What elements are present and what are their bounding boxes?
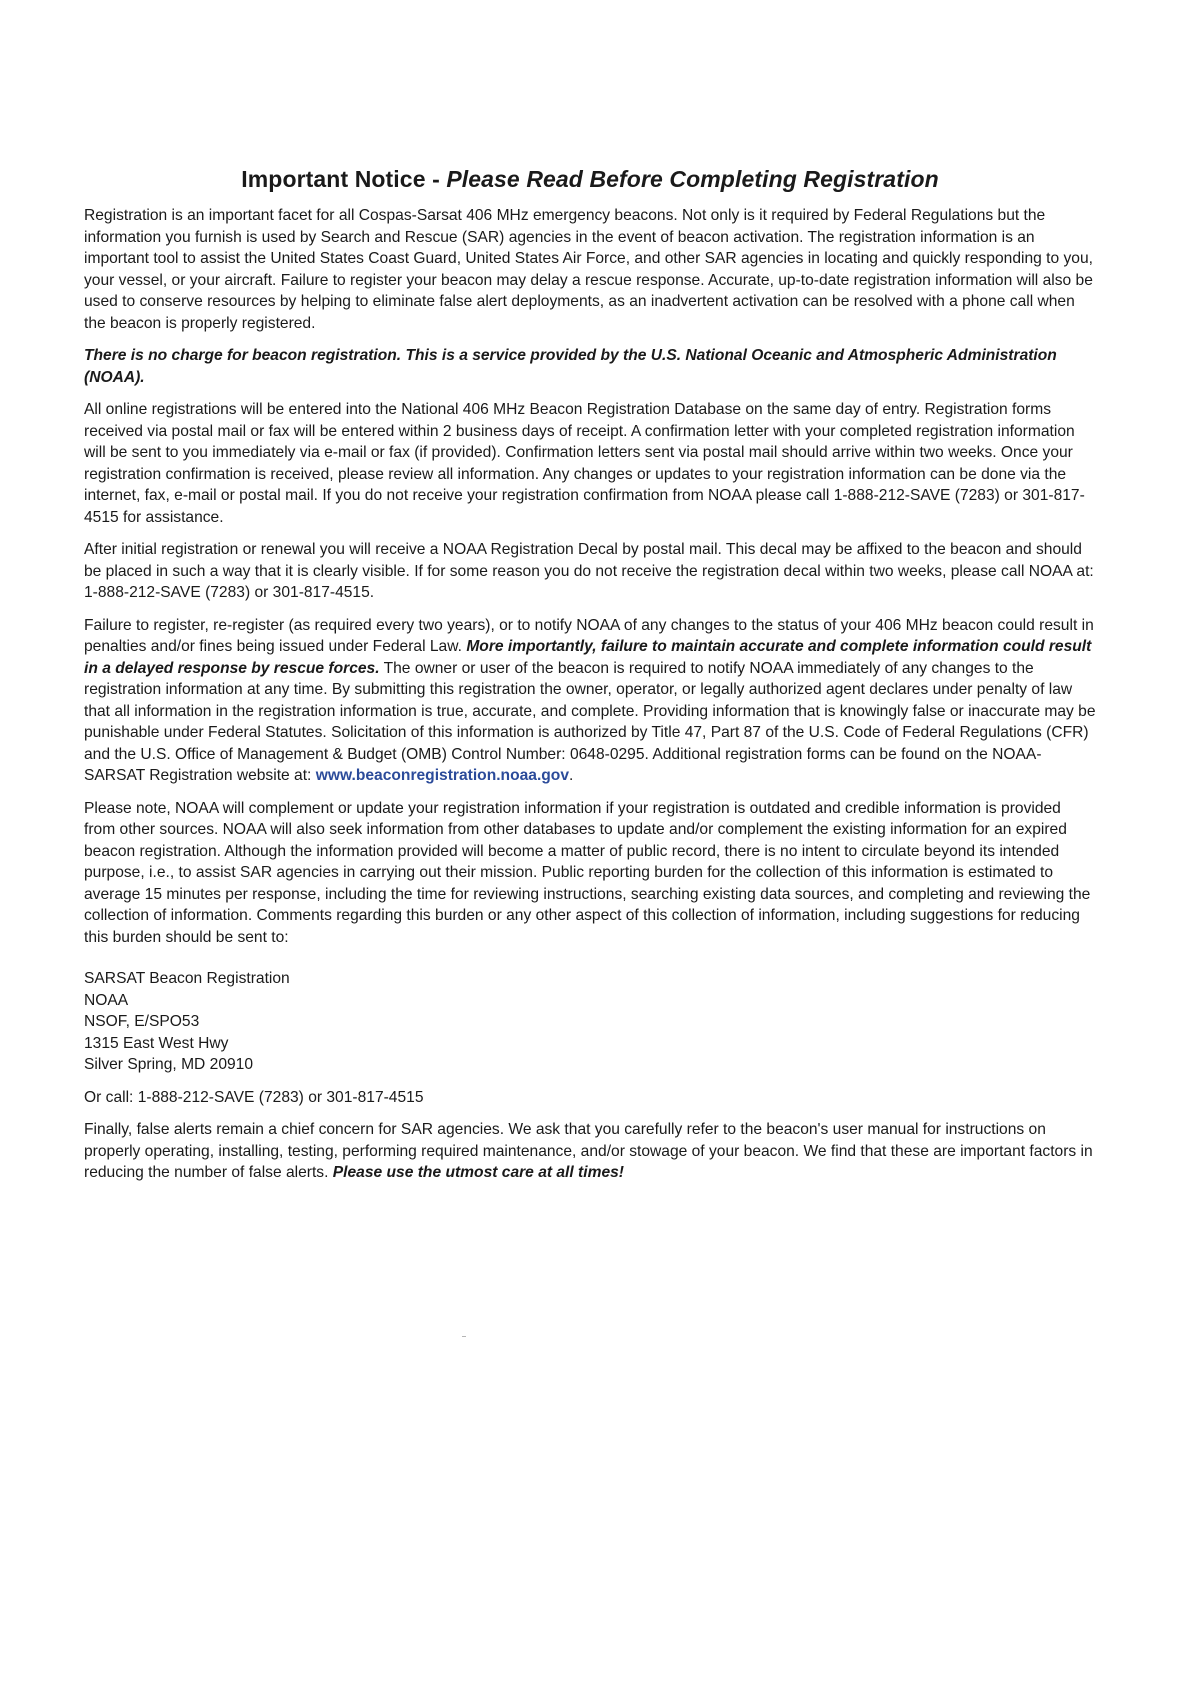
title-emphasis: Please Read Before Completing Registration	[446, 166, 939, 192]
penalties-text-2: The owner or user of the beacon is required to notify NOAA immediately of any changes to the registration information at any time. By submitting this registration the owner, operator, or legally authorized agent declares under penalty of law that all information in the registration information is true, accurate, and complete. Providing information that is knowingly false or inaccurate may be punishable under Federal Statutes. Solicitation of this information is authorized by Title 47, Part 87 of the U.S. Code of Federal Regulations (CFR) and the U.S. Office of Management & Budget (OMB) Control Number: 0648-0295. Additional registration forms can be found on the NOAA-SARSAT Registration website at:	[84, 659, 1096, 784]
public-record-paragraph: Please note, NOAA will complement or update your registration information if your registration is outdated and credible information is provided from other sources. NOAA will also seek information from other databases to update and/or complement the existing information for an expired beacon registration. Although the information provided will become a matter of public record, there is no intent to circulate beyond its intended purpose, i.e., to assist SAR agencies in carrying out their mission. Public reporting burden for the collection of this information is estimated to average 15 minutes per response, including the time for reviewing instructions, searching existing data sources, and completing and reviewing the collection of information. Comments regarding this burden or any other aspect of this collection of information, including suggestions for reducing this burden should be sent to:	[84, 799, 1091, 946]
notice-page	[84, 166, 1096, 1195]
utmost-care-warning: Please use the utmost care at all times!	[332, 1164, 624, 1181]
intro-paragraph: Registration is an important facet for all Cospas-Sarsat 406 MHz emergency beacons. Not only is it required by Federal Regulations but the information you furnish is used by Search and Rescue (SAR) agencies in the event of beacon activation. The registration information is an important tool to assist the United States Coast Guard, United States Air Force, and other SAR agencies in locating and quickly responding to you, your vessel, or your aircraft. Failure to register your beacon may delay a rescue response. Accurate, up-to-date registration information will also be used to conserve resources by helping to eliminate false alert deployments, as an inadvertent activation can be resolved with a phone call when the beacon is properly registered.	[84, 207, 1093, 332]
penalties-paragraph	[84, 615, 1096, 787]
online-registration-paragraph: All online registrations will be entered into the National 406 MHz Beacon Registration Database on the same day of entry. Registration forms received via postal mail or fax will be entered within 2 business days of receipt. A confirmation letter with your completed registration information will be sent to you immediately via e-mail or fax (if provided). Confirmation letters sent via postal mail should arrive within two weeks. Once your registration confirmation is received, please review all information. Any changes or updates to your registration information can be done via the internet, fax, e-mail or postal mail. If you do not receive your registration confirmation from NOAA please call 1-888-212-SAVE (7283) or 301-817-4515 for assistance.	[84, 401, 1085, 526]
scan-speck	[462, 1336, 466, 1337]
false-alerts-text: Finally, false alerts remain a chief concern for SAR agencies. We ask that you carefully refer to the beacon's user manual for instructions on properly operating, installing, testing, performing required maintenance, and/or stowage of your beacon. We find that these are important factors in reducing the number of false alerts.	[84, 1121, 1093, 1181]
address-line-2: NOAA	[84, 991, 129, 1009]
registration-website-link[interactable]: www.beaconregistration.noaa.gov	[315, 767, 570, 784]
penalties-text-1: Failure to register, re-register (as required every two years), or to notify NOAA of any changes to the status of your 406 MHz beacon could result in penalties and/or fines being issued under Federal Law.	[84, 616, 1094, 655]
title-main: Important Notice -	[241, 166, 447, 192]
no-charge-paragraph: There is no charge for beacon registration. This is a service provided by the U.S. National Oceanic and Atmospheric Administration (NOAA).	[84, 347, 1057, 386]
address-line-5: Silver Spring, MD 20910	[84, 1056, 254, 1073]
decal-paragraph: After initial registration or renewal you will receive a NOAA Registration Decal by postal mail. This decal may be affixed to the beacon and should be placed in such a way that it is clearly visible. If for some reason you do not receive the registration decal within two weeks, please call NOAA at: 1-888-212-SAVE (7283) or 301-817-4515.	[84, 541, 1094, 601]
call-line: Or call: 1-888-212-SAVE (7283) or 301-817-4515	[84, 1088, 424, 1106]
false-alerts-paragraph	[84, 1119, 1096, 1184]
penalties-warning: More importantly, failure to maintain accurate and complete information could result in a delayed response by rescue forces.	[84, 638, 1092, 677]
mailing-address	[84, 968, 1096, 1076]
address-line-1: SARSAT Beacon Registration	[84, 970, 290, 987]
address-line-3: NSOF, E/SPO53	[84, 1013, 200, 1030]
notice-title	[84, 166, 1096, 193]
address-line-4: 1315 East West Hwy	[84, 1034, 229, 1052]
penalties-end: .	[569, 767, 574, 784]
